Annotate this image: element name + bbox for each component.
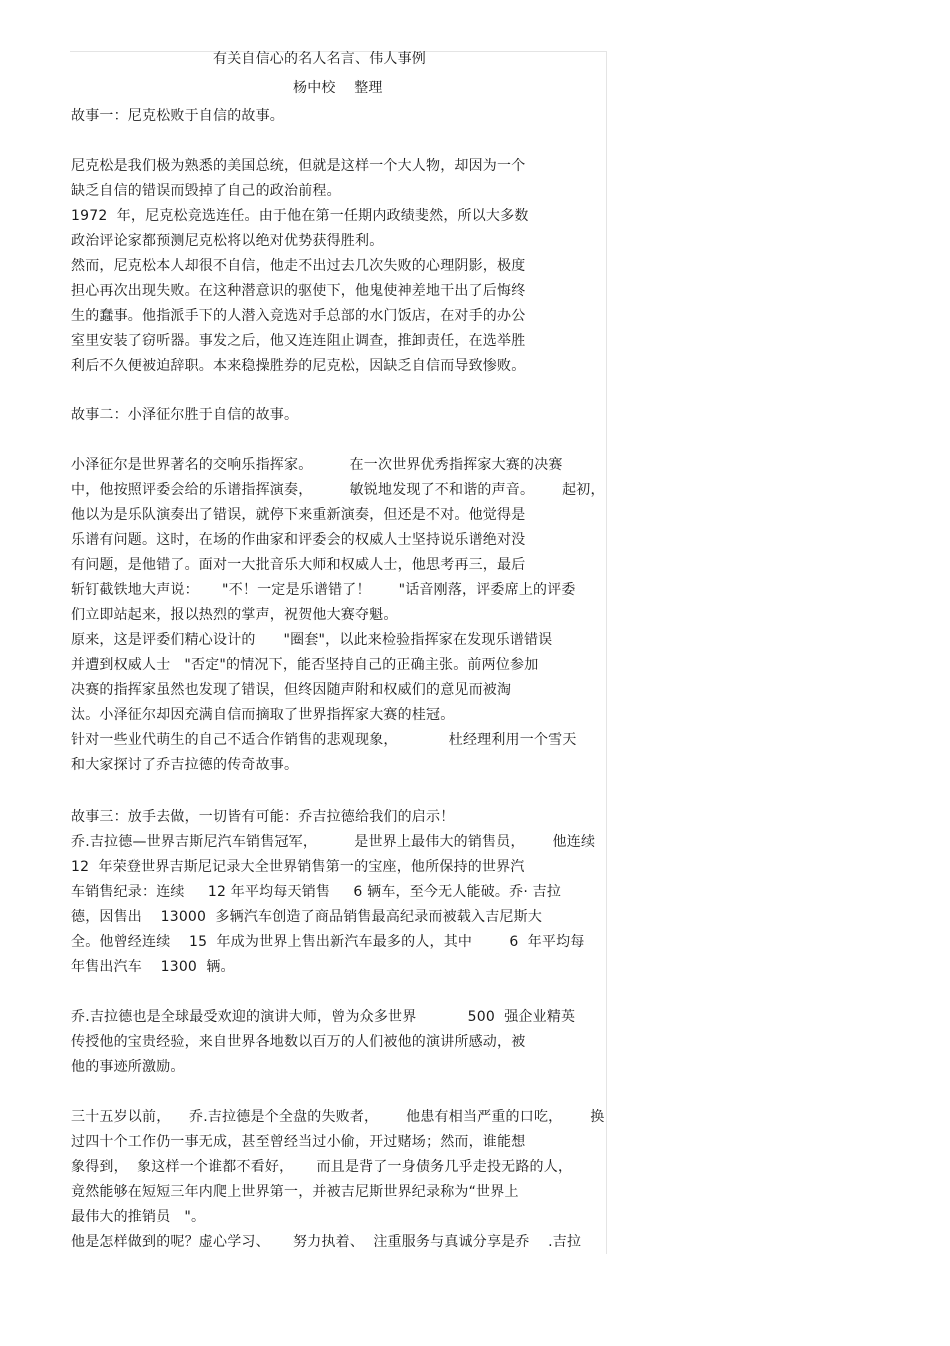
text-line: 政治评论家都预测尼克松将以绝对优势获得胜利。 [71, 233, 384, 249]
text-line: 最伟大的推销员 "。 [71, 1209, 206, 1225]
story-one-heading: 故事一：尼克松败于自信的故事。 [71, 108, 284, 124]
text-line: 乔.吉拉德也是全球最受欢迎的演讲大师，曾为众多世界 500 强企业精英 [71, 1009, 576, 1025]
text-line: 1972 年，尼克松竞选连任。由于他在第一任期内政绩斐然，所以大多数 [71, 208, 529, 224]
document-title: 有关自信心的名人名言、伟人事例 [213, 51, 426, 67]
text-line: 年售出汽车 1300 辆。 [71, 959, 235, 975]
text-line: 担心再次出现失败。在这种潜意识的驱使下，他鬼使神差地干出了后悔终 [71, 283, 526, 299]
text-line: 原来，这是评委们精心设计的 "圈套"，以此来检验指挥家在发现乐谱错误 [71, 632, 553, 648]
text-line: 他以为是乐队演奏出了错误，就停下来重新演奏，但还是不对。他觉得是 [71, 507, 526, 523]
text-line: 和大家探讨了乔吉拉德的传奇故事。 [71, 757, 299, 773]
page-border-right [606, 51, 607, 1254]
text-line: 传授他的宝贵经验，来自世界各地数以百万的人们被他的演讲所感动，被 [71, 1034, 526, 1050]
text-line: 并遭到权威人士 "否定"的情况下，能否坚持自己的正确主张。前两位参加 [71, 657, 539, 673]
text-line: 小泽征尔是世界著名的交响乐指挥家。 在一次世界优秀指挥家大赛的决赛 [71, 457, 563, 473]
text-line: 竟然能够在短短三年内爬上世界第一，并被吉尼斯世界纪录称为“世界上 [71, 1184, 519, 1200]
text-line: 然而，尼克松本人却很不自信，他走不出过去几次失败的心理阴影，极度 [71, 258, 526, 274]
text-line: 决赛的指挥家虽然也发现了错误，但终因随声附和权威们的意见而被淘 [71, 682, 512, 698]
text-line: 全。他曾经连续 15 年成为世界上售出新汽车最多的人，其中 6 年平均每 [71, 934, 585, 950]
text-line: 象得到， 象这样一个谁都不看好， 而且是背了一身债务几乎走投无路的人， [71, 1159, 573, 1175]
text-line: 德，因售出 13000 多辆汽车创造了商品销售最高纪录而被载入吉尼斯大 [71, 909, 543, 925]
text-line: 缺乏自信的错误而毁掉了自己的政治前程。 [71, 183, 341, 199]
text-line: 利后不久便被迫辞职。本来稳操胜券的尼克松，因缺乏自信而导致惨败。 [71, 358, 526, 374]
text-line: 中，他按照评委会给的乐谱指挥演奏， 敏锐地发现了不和谐的声音。 起初， [71, 482, 605, 498]
story-two-heading: 故事二：小泽征尔胜于自信的故事。 [71, 407, 299, 423]
document-author: 杨中校 整理 [293, 80, 383, 96]
text-line: 汰。小泽征尔却因充满自信而摘取了世界指挥家大赛的桂冠。 [71, 707, 455, 723]
text-line: 们立即站起来，报以热烈的掌声，祝贺他大赛夺魁。 [71, 607, 398, 623]
text-line: 乔.吉拉德—世界吉斯尼汽车销售冠军， 是世界上最伟大的销售员， 他连续 [71, 834, 596, 850]
text-line: 针对一些业代萌生的自己不适合作销售的悲观现象， 杜经理利用一个雪天 [71, 732, 577, 748]
text-line: 生的蠢事。他指派手下的人潜入竞选对手总部的水门饭店，在对手的办公 [71, 308, 526, 324]
text-line: 尼克松是我们极为熟悉的美国总统，但就是这样一个大人物，却因为一个 [71, 158, 526, 174]
text-line: 乐谱有问题。这时，在场的作曲家和评委会的权威人士坚持说乐谱绝对没 [71, 532, 526, 548]
text-line: 过四十个工作仍一事无成，甚至曾经当过小偷，开过赌场；然而，谁能想 [71, 1134, 526, 1150]
story-three-heading: 故事三：放手去做，一切皆有可能：乔吉拉德给我们的启示！ [71, 809, 455, 825]
text-line: 三十五岁以前， 乔.吉拉德是个全盘的失败者， 他患有相当严重的口吃， 换 [71, 1109, 605, 1125]
text-line: 车销售纪录：连续 12 年平均每天销售 6 辆车，至今无人能破。乔· 吉拉 [71, 884, 562, 900]
text-line: 他的事迹所激励。 [71, 1059, 185, 1075]
text-line: 他是怎样做到的呢？虚心学习、 努力执着、 注重服务与真诚分享是乔 .吉拉 [71, 1234, 582, 1250]
text-line: 有问题，是他错了。面对一大批音乐大师和权威人士，他思考再三，最后 [71, 557, 526, 573]
text-line: 斩钉截铁地大声说： "不！一定是乐谱错了！ "话音刚落，评委席上的评委 [71, 582, 576, 598]
text-line: 12 年荣登世界吉斯尼记录大全世界销售第一的宝座，他所保持的世界汽 [71, 859, 525, 875]
text-line: 室里安装了窃听器。事发之后，他又连连阻止调查，推卸责任，在选举胜 [71, 333, 526, 349]
